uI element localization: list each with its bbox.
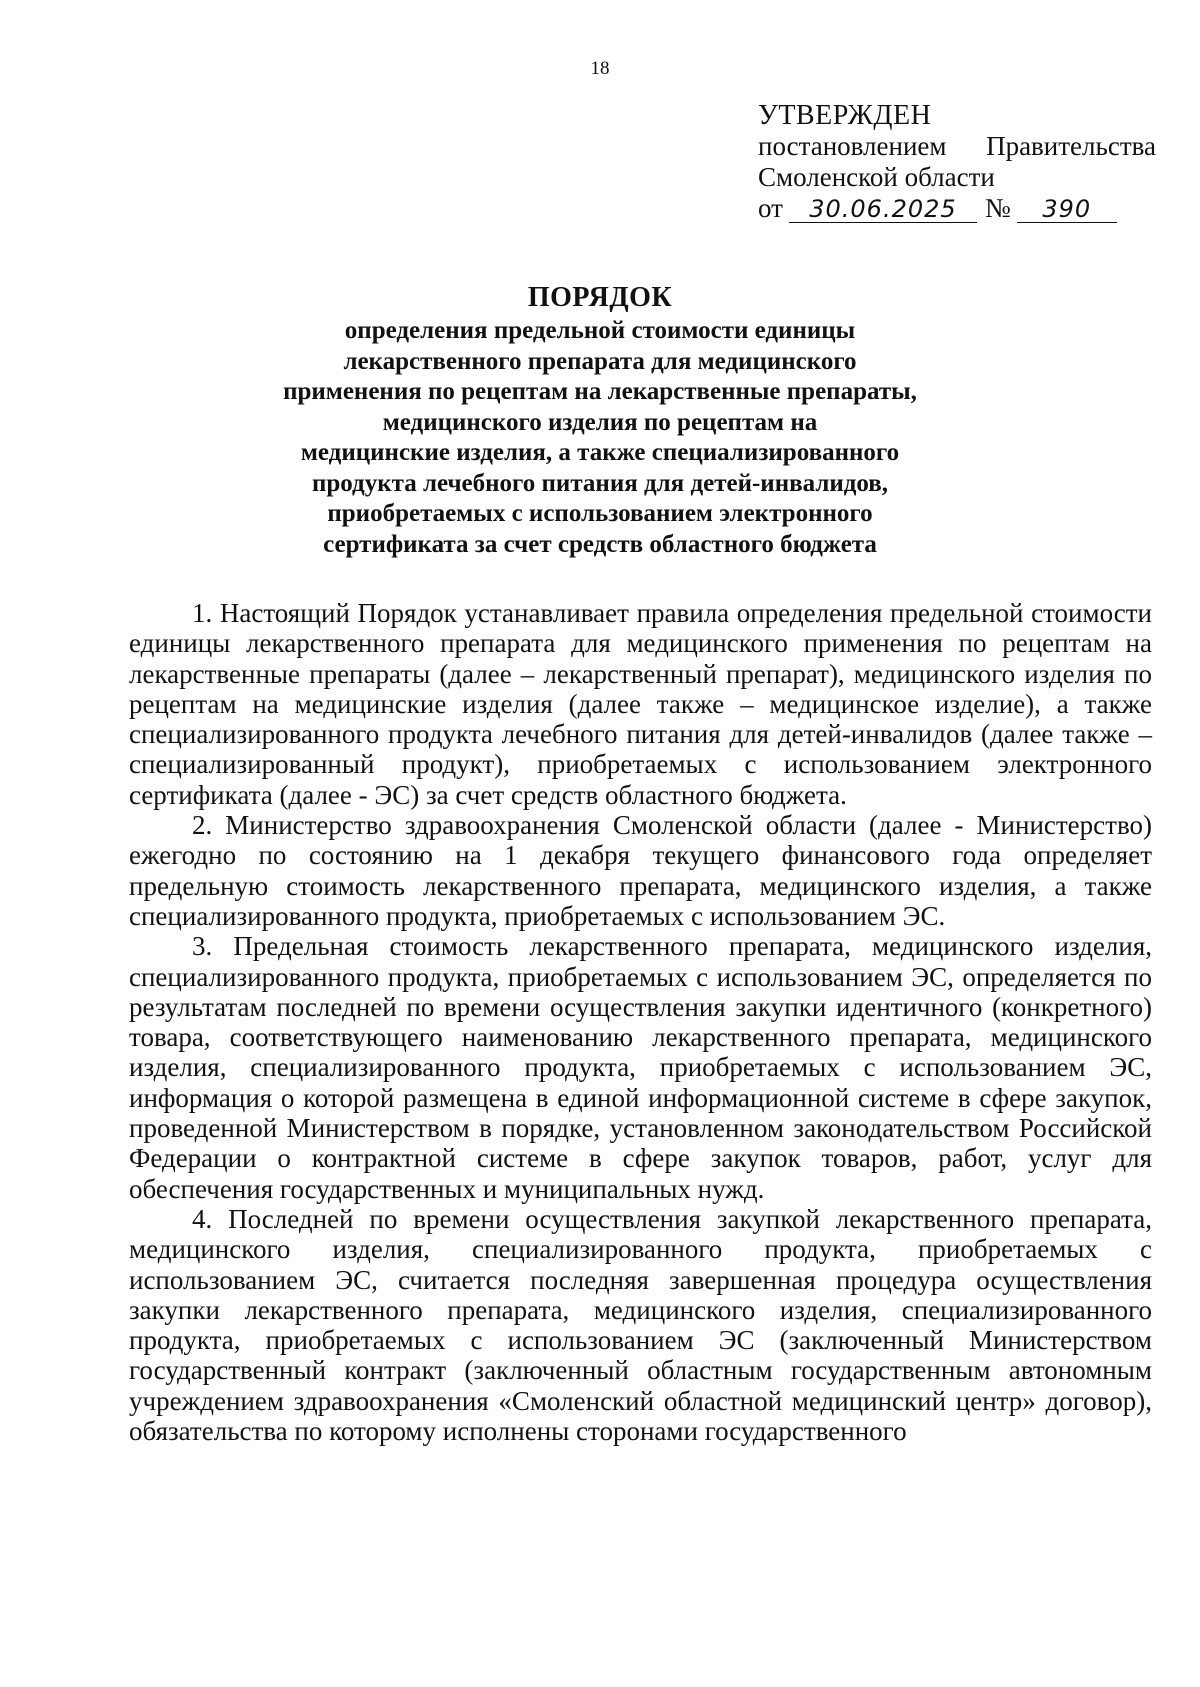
document-body bbox=[129, 598, 1152, 1446]
document-subtitle-line: медицинского изделия по рецептам на bbox=[382, 408, 818, 436]
document-subtitle-line: лекарственного препарата для медицинского bbox=[343, 347, 857, 375]
number-sign: № bbox=[984, 193, 1011, 223]
paragraph-4: 4. Последней по времени осуществления закупкой лекарственного препарата, медицинского изделия, специализированного продукта, приобретаемых с использованием ЭС, считается последняя завершенная процедура осуществления закупки лекарственного препарата, медицинского изделия, специализированного продукта, приобретаемых с использованием ЭС (заключенный Министерством государственный контракт (заключенный областным государственным автономным учреждением здравоохранения «Смоленский областной медицинский центр» договор), обязательства по которому исполнены сторонами государственного bbox=[129, 1203, 1152, 1447]
document-subtitle-line: продукта лечебного питания для детей-инвалидов, bbox=[311, 469, 889, 497]
paragraph-2: 2. Министерство здравоохранения Смоленской области (далее - Министерство) ежегодно по состоянию на 1 декабря текущего финансового года определяет предельную стоимость лекарственного препарата, медицинского изделия, а также специализированного продукта, приобретаемых с использованием ЭС. bbox=[129, 810, 1152, 931]
document-subtitle-line: применения по рецептам на лекарственные препараты, bbox=[283, 378, 917, 405]
page-number: 18 bbox=[590, 58, 610, 79]
document-title bbox=[100, 280, 1100, 560]
approval-authority-right: Правительства bbox=[986, 131, 1156, 161]
document-subtitle-line: сертификата за счет средств областного бюджета bbox=[323, 530, 877, 558]
approval-stamp bbox=[758, 100, 1158, 224]
document-subtitle-line: медицинские изделия, а также специализированного bbox=[300, 439, 900, 466]
approval-authority-line bbox=[758, 131, 1156, 162]
handwritten-date: 30.06.2025 bbox=[789, 196, 977, 223]
paragraph-3: 3. Предельная стоимость лекарственного препарата, медицинского изделия, специализированного продукта, приобретаемых с использованием ЭС, определяется по результатам последней по времени осуществления закупки идентичного (конкретного) товара, соответствующего наименованию лекарственного препарата, медицинского изделия, специализированного продукта, приобретаемых с использованием ЭС, информация о которой размещена в единой информационной системе в сфере закупок, проведенной Министерством в порядке, установленном законодательством Российской Федерации о контрактной системе в сфере закупок товаров, работ, услуг для обеспечения государственных и муниципальных нужд. bbox=[129, 931, 1152, 1204]
approval-region: Смоленской области bbox=[758, 162, 995, 192]
date-prefix: от bbox=[758, 193, 783, 223]
approval-authority-left: постановлением bbox=[758, 131, 947, 161]
approval-date-line bbox=[758, 193, 1158, 224]
document-subtitle-line: определения предельной стоимости единицы bbox=[344, 317, 856, 344]
handwritten-number: 390 bbox=[1017, 196, 1117, 223]
paragraph-1: 1. Настоящий Порядок устанавливает правила определения предельной стоимости единицы лекарственного препарата для медицинского применения по рецептам на лекарственные препараты (далее – лекарственный препарат), медицинского изделия по рецептам на медицинские изделия (далее также – медицинское изделие), а также специализированного продукта лечебного питания для детей-инвалидов (далее также – специализированный продукт), приобретаемых с использованием электронного сертификата (далее - ЭС) за счет средств областного бюджета. bbox=[129, 598, 1152, 810]
document-title-main: ПОРЯДОК bbox=[527, 282, 673, 313]
document-subtitle-line: приобретаемых с использованием электронного bbox=[327, 500, 873, 527]
approval-title: УТВЕРЖДЕН bbox=[758, 100, 932, 131]
